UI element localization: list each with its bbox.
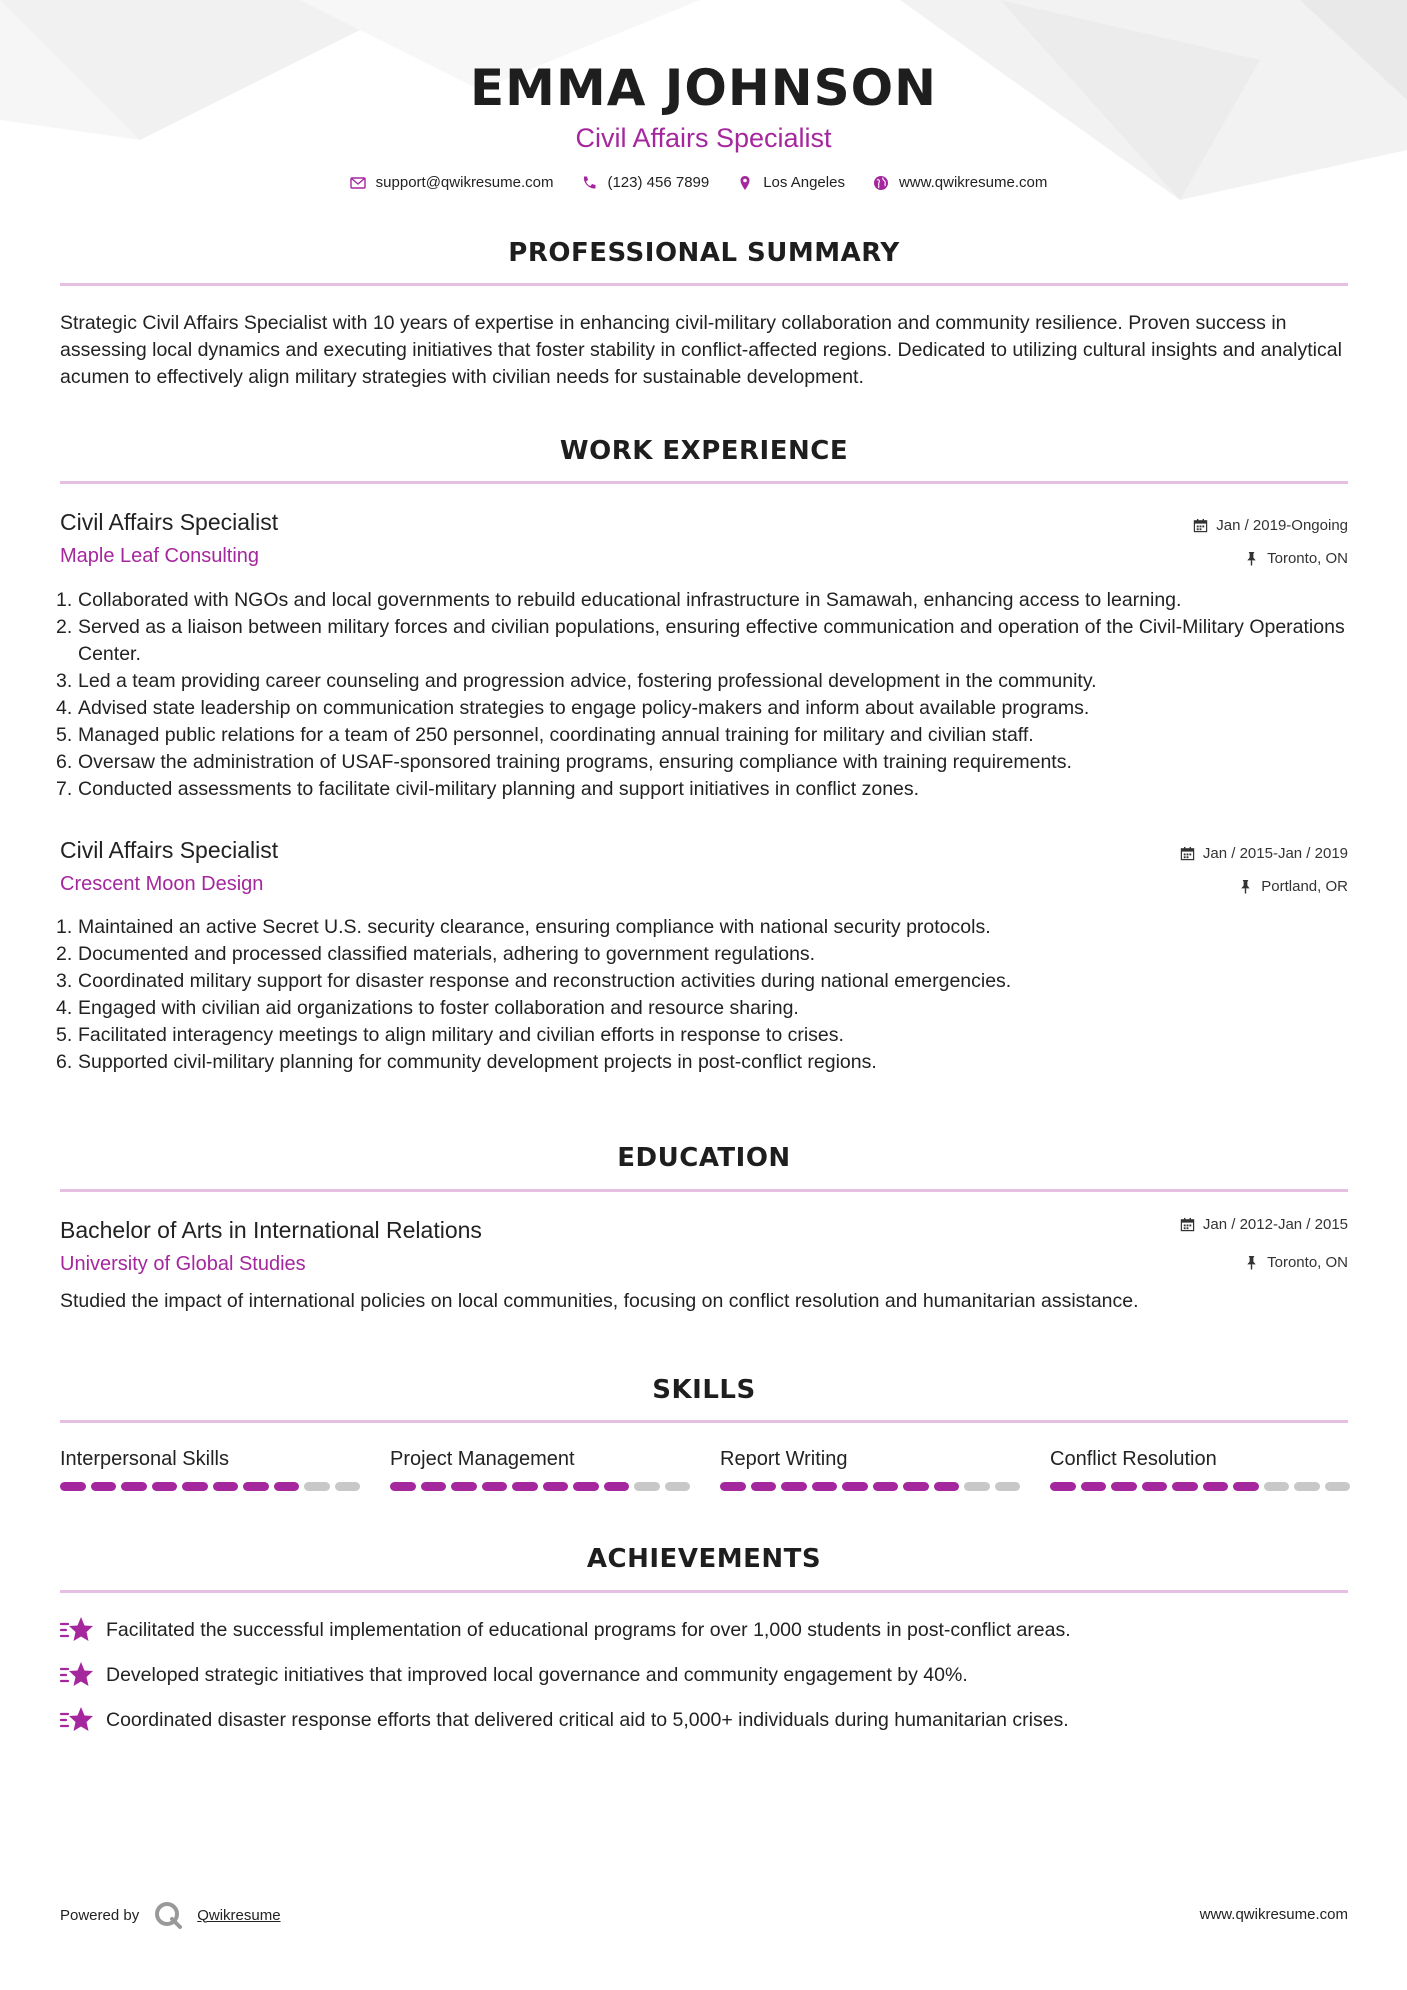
skill-rating (1050, 1482, 1350, 1491)
job-1-title: Civil Affairs Specialist (60, 509, 279, 535)
education-heading: EDUCATION (617, 1143, 791, 1173)
candidate-name: EMMA JOHNSON (470, 59, 937, 117)
skill-item (60, 1448, 360, 1491)
skill-dot-filled (604, 1482, 630, 1491)
job-1-location-text: Toronto, ON (1267, 550, 1348, 567)
phone-text: (123) 456 7899 (607, 174, 710, 191)
skill-dot-filled (903, 1482, 929, 1491)
achievements-divider (60, 1590, 1348, 1593)
skill-dot-filled (720, 1482, 746, 1491)
calendar-icon (1180, 846, 1195, 861)
skill-dot-filled (1203, 1482, 1229, 1491)
list-item: 7. Conducted assessments to facilitate civil-military planning and support initiatives in conflict zones. (56, 778, 920, 800)
summary-divider (60, 283, 1348, 286)
education-location (1244, 1254, 1348, 1271)
skill-dot-filled (934, 1482, 960, 1491)
skill-dot-filled (243, 1482, 269, 1491)
skills-divider (60, 1420, 1348, 1423)
list-item: 2. Documented and processed classified materials, adhering to government regulations. (56, 943, 816, 965)
summary-heading: PROFESSIONAL SUMMARY (508, 238, 900, 268)
qwikresume-logo-icon (153, 1900, 183, 1930)
job-1-dates-text: Jan / 2019-Ongoing (1216, 517, 1348, 534)
skill-dot-filled (482, 1482, 508, 1491)
achievement-item (60, 1661, 1350, 1689)
skill-dot-filled (1172, 1482, 1198, 1491)
list-item: 1. Maintained an active Secret U.S. security clearance, ensuring compliance with national security protocols. (56, 916, 991, 938)
skill-dot-filled (451, 1482, 477, 1491)
experience-heading: WORK EXPERIENCE (559, 436, 849, 466)
candidate-title: Civil Affairs Specialist (575, 123, 832, 153)
skill-dot-filled (543, 1482, 569, 1491)
job-2-bullets (56, 914, 1350, 1076)
skill-dot-empty (964, 1482, 990, 1491)
skill-dot-filled (512, 1482, 538, 1491)
skill-dot-filled (60, 1482, 86, 1491)
education-dates (1180, 1216, 1348, 1233)
skill-dot-filled (121, 1482, 147, 1491)
job-1-dates (1193, 517, 1348, 534)
achievements-heading: ACHIEVEMENTS (586, 1544, 822, 1574)
job-2-company: Crescent Moon Design (60, 873, 264, 895)
skill-name: Report Writing (720, 1448, 848, 1470)
skill-dot-empty (995, 1482, 1021, 1491)
powered-by-label: Powered by (60, 1906, 140, 1924)
contact-bar (0, 174, 1407, 191)
pin-icon (1244, 1255, 1259, 1270)
contact-website (873, 174, 1047, 191)
skill-dot-filled (781, 1482, 807, 1491)
contact-phone (581, 174, 709, 191)
list-item: 3. Coordinated military support for disaster response and reconstruction activities during national emergencies. (56, 970, 1012, 992)
list-item: 5. Facilitated interagency meetings to align military and civilian efforts in response to crises. (56, 1024, 844, 1046)
achievement-text: Facilitated the successful implementation of educational programs for over 1,000 students in post-conflict areas. (106, 1618, 1071, 1641)
skill-dot-filled (421, 1482, 447, 1491)
star-icon (60, 1616, 94, 1644)
skill-item (390, 1448, 690, 1491)
skill-rating (720, 1482, 1020, 1491)
job-2-dates (1180, 845, 1348, 862)
skill-rating (60, 1482, 360, 1491)
skill-dot-filled (812, 1482, 838, 1491)
job-2-title: Civil Affairs Specialist (60, 837, 279, 863)
footer-website[interactable]: www.qwikresume.com (1199, 1906, 1348, 1923)
phone-icon (581, 175, 597, 191)
calendar-icon (1193, 518, 1208, 533)
skill-name: Interpersonal Skills (60, 1448, 229, 1470)
skill-name: Conflict Resolution (1050, 1448, 1217, 1470)
job-1-company: Maple Leaf Consulting (60, 545, 260, 567)
list-item: 6. Oversaw the administration of USAF-sponsored training programs, ensuring compliance with training requirements. (56, 751, 1072, 773)
list-item: 1. Collaborated with NGOs and local governments to rebuild educational infrastructure in Samawah, enhancing access to learning. (56, 589, 1182, 611)
skill-dot-empty (665, 1482, 691, 1491)
list-item: 3. Led a team providing career counseling and progression advice, fostering professional development in the community. (56, 670, 1097, 692)
job-1-location (1244, 550, 1348, 567)
star-icon (60, 1661, 94, 1689)
skill-dot-filled (751, 1482, 777, 1491)
skill-dot-filled (842, 1482, 868, 1491)
footer-powered-by (60, 1900, 281, 1930)
list-item: 6. Supported civil-military planning for community development projects in post-conflict regions. (56, 1051, 877, 1073)
list-item: 2. Served as a liaison between military forces and civilian populations, ensuring effective communication and operation of the Civil-Military Operations Center. (56, 616, 1345, 665)
list-item: 4. Advised state leadership on communication strategies to engage policy-makers and inform about available programs. (56, 697, 1090, 719)
education-degree: Bachelor of Arts in International Relations (60, 1217, 482, 1243)
pin-icon (1238, 879, 1253, 894)
qwikresume-link[interactable]: Qwikresume (197, 1906, 281, 1924)
contact-email (350, 174, 554, 191)
list-item: 5. Managed public relations for a team of 250 personnel, coordinating annual training for military and civilian staff. (56, 724, 1034, 746)
contact-location (737, 174, 845, 191)
education-description: Studied the impact of international policies on local communities, focusing on conflict resolution and humanitarian assistance. (60, 1290, 1139, 1312)
skill-dot-empty (1325, 1482, 1351, 1491)
education-dates-text: Jan / 2012-Jan / 2015 (1202, 1216, 1348, 1233)
education-school: University of Global Studies (60, 1253, 306, 1275)
skill-dot-filled (1050, 1482, 1076, 1491)
skill-dot-empty (304, 1482, 330, 1491)
star-icon (60, 1706, 94, 1734)
calendar-icon (1180, 1217, 1195, 1232)
skill-dot-filled (213, 1482, 239, 1491)
skills-grid (60, 1448, 1350, 1491)
skill-dot-filled (390, 1482, 416, 1491)
skill-dot-empty (335, 1482, 361, 1491)
email-text[interactable]: support@qwikresume.com (375, 174, 554, 191)
skill-dot-filled (274, 1482, 300, 1491)
location-text: Los Angeles (763, 174, 845, 191)
website-text[interactable]: www.qwikresume.com (898, 174, 1048, 191)
resume-header (0, 58, 1407, 154)
pin-icon (1244, 551, 1259, 566)
skill-dot-filled (91, 1482, 117, 1491)
skill-item (720, 1448, 1020, 1491)
skill-dot-empty (1264, 1482, 1290, 1491)
skill-item (1050, 1448, 1350, 1491)
education-divider (60, 1189, 1348, 1192)
education-location-text: Toronto, ON (1267, 1254, 1348, 1271)
envelope-icon (350, 175, 366, 191)
skill-dot-filled (152, 1482, 178, 1491)
skill-dot-filled (573, 1482, 599, 1491)
achievement-text: Developed strategic initiatives that improved local governance and community engagement by 40%. (106, 1663, 968, 1686)
skill-dot-filled (1233, 1482, 1259, 1491)
skill-dot-filled (1142, 1482, 1168, 1491)
skill-dot-empty (1294, 1482, 1320, 1491)
list-item: 4. Engaged with civilian aid organizations to foster collaboration and resource sharing. (56, 997, 799, 1019)
job-1-bullets (56, 587, 1350, 803)
skill-dot-filled (1081, 1482, 1107, 1491)
skill-dot-filled (1111, 1482, 1137, 1491)
job-2-dates-text: Jan / 2015-Jan / 2019 (1202, 845, 1348, 862)
skills-heading: SKILLS (652, 1375, 756, 1405)
skill-dot-filled (873, 1482, 899, 1491)
job-2-location-text: Portland, OR (1261, 878, 1348, 895)
summary-text: Strategic Civil Affairs Specialist with 10 years of expertise in enhancing civil-military collaboration and community resilience. Proven success in assessing local dynamics and executing initiatives that foster stability in conflict-affected regions. Dedicated to utilizing cultural insights and analytical acumen to effectively align military strategies with civilian needs for sustainable development. (60, 312, 1342, 388)
globe-icon (873, 175, 889, 191)
experience-divider (60, 481, 1348, 484)
achievement-item (60, 1616, 1350, 1644)
map-marker-icon (737, 175, 753, 191)
skill-dot-filled (182, 1482, 208, 1491)
achievement-text: Coordinated disaster response efforts that delivered critical aid to 5,000+ individuals during humanitarian crises. (106, 1708, 1069, 1731)
skill-rating (390, 1482, 690, 1491)
job-2-location (1238, 878, 1348, 895)
skill-name: Project Management (390, 1448, 575, 1470)
achievement-item (60, 1706, 1350, 1734)
skill-dot-empty (634, 1482, 660, 1491)
